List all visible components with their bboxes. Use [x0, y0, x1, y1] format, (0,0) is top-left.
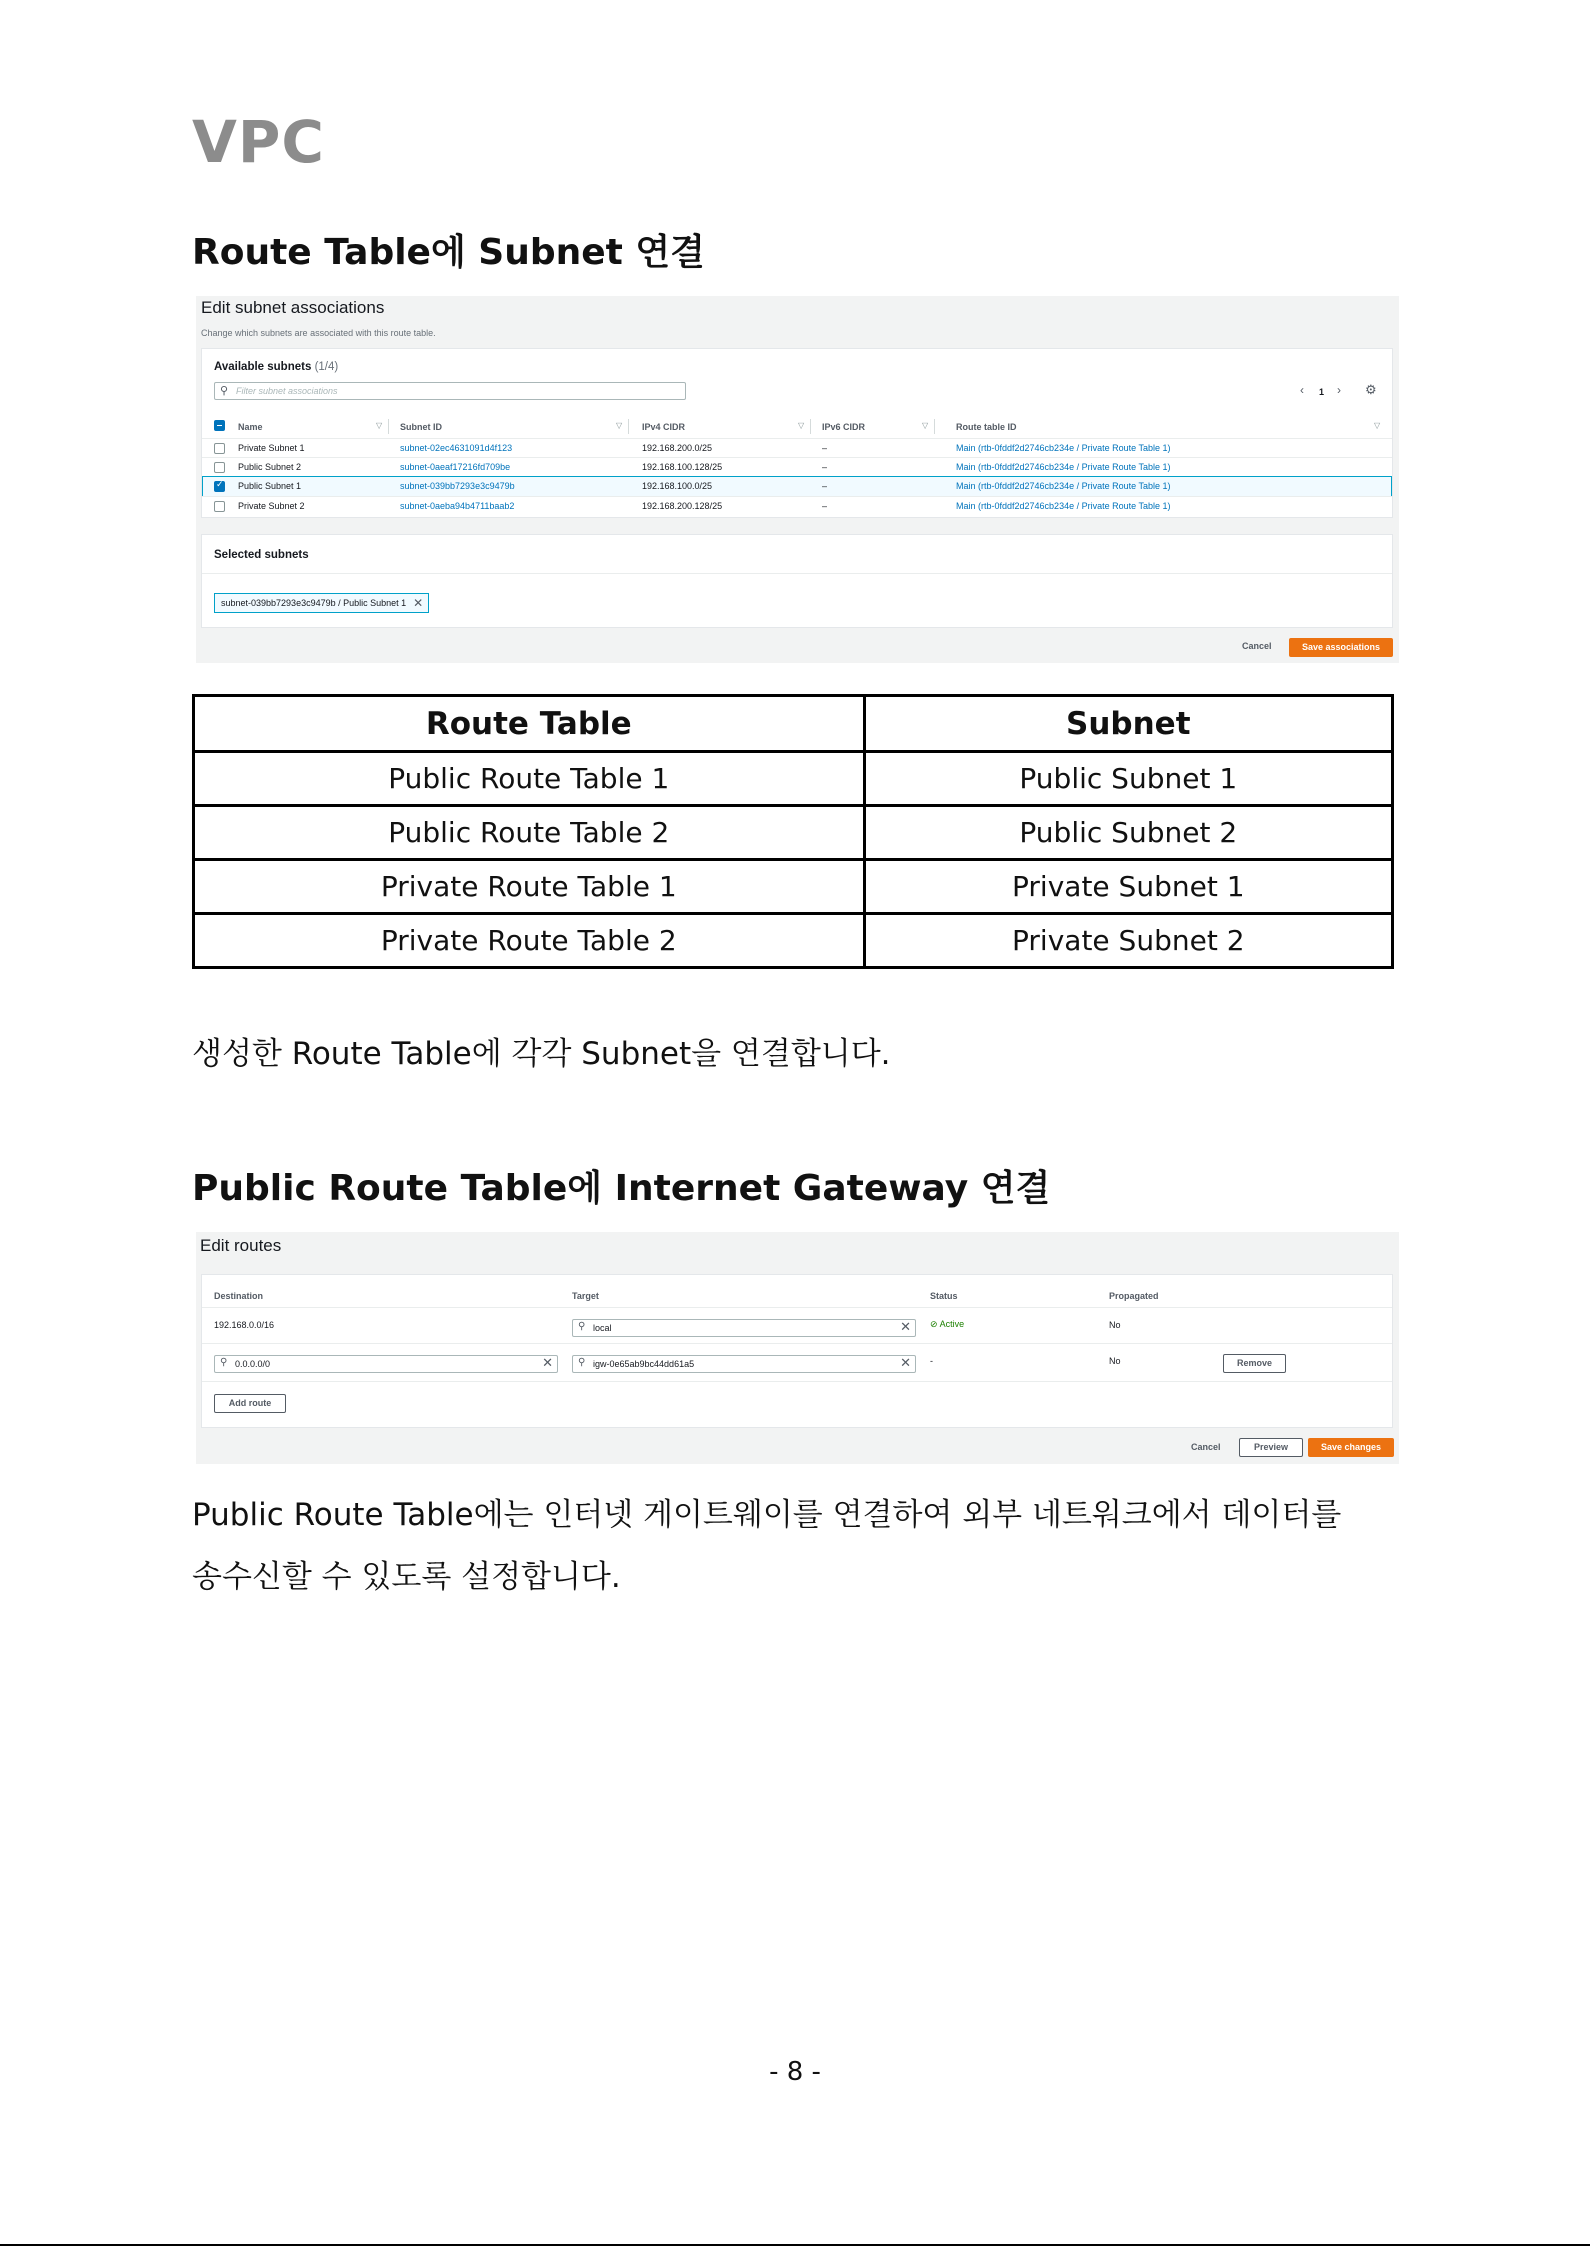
subnet-id-link[interactable]: subnet-0aeaf17216fd709be [400, 462, 511, 472]
search-icon: ⚲ [220, 1357, 228, 1368]
available-subnets-panel [201, 348, 1393, 518]
subnet-id-link[interactable]: subnet-0aeba94b4711baab2 [400, 501, 515, 511]
edit-subnet-associations-screenshot [196, 296, 1399, 663]
page-number: - 8 - [769, 2057, 821, 2087]
table-row-selected[interactable] [202, 476, 1392, 497]
cancel-button[interactable]: Cancel [1191, 1442, 1221, 1452]
col-header-ipv6[interactable]: IPv6 CIDR [822, 422, 866, 432]
preview-button[interactable]: Preview [1239, 1438, 1303, 1457]
table-row[interactable] [202, 496, 1392, 516]
settings-gear-icon[interactable]: ⚙ [1365, 382, 1377, 397]
previous-page-icon[interactable]: ‹ [1300, 383, 1304, 397]
section2-paragraph-line2: 송수신할 수 있도록 설정합니다. [192, 1559, 621, 1595]
remove-token-icon[interactable]: ✕ [413, 596, 424, 610]
selected-subnet-token [214, 593, 429, 613]
subnet-name: Private Subnet 2 [238, 501, 305, 511]
target-value: igw-0e65ab9bc44dd61a5 [593, 1359, 695, 1369]
table-row [194, 806, 1393, 860]
col-header-route-table[interactable]: Route table ID [956, 422, 1017, 432]
cancel-button[interactable]: Cancel [1242, 641, 1272, 651]
filter-placeholder: Filter subnet associations [236, 386, 338, 396]
page-number[interactable]: 1 [1319, 387, 1325, 397]
column-divider [628, 419, 629, 434]
row-checkbox[interactable] [214, 501, 225, 512]
header-route-table: Route Table [194, 696, 865, 752]
sort-icon[interactable]: ▽ [922, 421, 929, 430]
route-table-cell: Private Route Table 1 [194, 860, 865, 914]
divider [202, 1307, 1392, 1308]
routes-panel [201, 1274, 1393, 1428]
route-table-link[interactable]: Main (rtb-0fddf2d2746cb234e / Private Route Table 1) [956, 481, 1171, 491]
col-header-ipv4[interactable]: IPv4 CIDR [642, 422, 686, 432]
row-checkbox[interactable] [214, 462, 225, 473]
target-input[interactable] [572, 1355, 916, 1373]
page-title: VPC [192, 108, 325, 176]
select-all-checkbox[interactable] [214, 420, 225, 431]
remove-route-button[interactable]: Remove [1223, 1354, 1286, 1373]
section2-paragraph-line1: Public Route Table에는 인터넷 게이트웨이를 연결하여 외부 네트워크에서 데이터를 [192, 1497, 1342, 1533]
token-label: subnet-039bb7293e3c9479b / Public Subnet 1 [221, 598, 407, 608]
subnet-id-link[interactable]: subnet-039bb7293e3c9479b [400, 481, 515, 491]
search-icon: ⚲ [578, 1357, 586, 1368]
route-destination: 192.168.0.0/16 [214, 1320, 275, 1330]
sort-icon[interactable]: ▽ [1374, 421, 1381, 430]
section-title-subnet-association: Route Table에 Subnet 연결 [192, 232, 705, 273]
col-header-target: Target [572, 1291, 599, 1301]
col-header-name[interactable]: Name [238, 422, 263, 432]
subnet-name: Private Subnet 1 [238, 443, 305, 453]
sort-icon[interactable]: ▽ [376, 421, 383, 430]
subnet-cell: Public Subnet 1 [864, 752, 1392, 806]
check-circle-icon: ⊘ [930, 1319, 938, 1329]
header-subnet: Subnet [864, 696, 1392, 752]
section1-paragraph: 생성한 Route Table에 각각 Subnet을 연결합니다. [192, 1036, 891, 1072]
table-row [194, 914, 1393, 968]
table-header-row [194, 696, 1393, 752]
target-value: local [593, 1323, 612, 1333]
subnet-cell: Private Subnet 1 [864, 860, 1392, 914]
edit-routes-screenshot [196, 1232, 1399, 1464]
next-page-icon[interactable]: › [1337, 383, 1341, 397]
table-row[interactable] [202, 457, 1392, 477]
ipv4-cidr: 192.168.200.0/25 [642, 443, 713, 453]
ipv6-cidr: – [822, 481, 828, 491]
route-table-cell: Public Route Table 1 [194, 752, 865, 806]
ipv4-cidr: 192.168.100.128/25 [642, 462, 723, 472]
col-header-subnet-id[interactable]: Subnet ID [400, 422, 442, 432]
selected-subnets-heading: Selected subnets [214, 549, 309, 561]
target-input[interactable] [572, 1319, 916, 1337]
subnet-id-link[interactable]: subnet-02ec4631091d4f123 [400, 443, 513, 453]
subnet-name: Public Subnet 2 [238, 462, 302, 472]
ipv6-cidr: – [822, 443, 828, 453]
table-row [194, 860, 1393, 914]
subnet-cell: Public Subnet 2 [864, 806, 1392, 860]
column-divider [934, 419, 935, 434]
search-icon: ⚲ [578, 1321, 586, 1332]
route-table-cell: Private Route Table 2 [194, 914, 865, 968]
route-table-link[interactable]: Main (rtb-0fddf2d2746cb234e / Private Route Table 1) [956, 462, 1171, 472]
clear-icon[interactable]: ✕ [900, 1319, 911, 1334]
destination-value: 0.0.0.0/0 [235, 1359, 271, 1369]
available-subnets-heading: Available subnets (1/4) [214, 361, 339, 373]
divider [202, 1381, 1392, 1382]
sort-icon[interactable]: ▽ [616, 421, 623, 430]
route-table-subnet-mapping [192, 694, 1394, 969]
subnet-cell: Private Subnet 2 [864, 914, 1392, 968]
sort-icon[interactable]: ▽ [798, 421, 805, 430]
subnet-name: Public Subnet 1 [238, 481, 302, 491]
table-row [194, 752, 1393, 806]
screen-description: Change which subnets are associated with this route table. [201, 328, 436, 338]
selected-subnets-panel [201, 534, 1393, 628]
save-associations-button[interactable]: Save associations [1289, 638, 1393, 657]
column-divider [810, 419, 811, 434]
destination-input[interactable] [214, 1355, 558, 1373]
clear-icon[interactable]: ✕ [900, 1355, 911, 1370]
row-checkbox[interactable] [214, 443, 225, 454]
add-route-button[interactable]: Add route [214, 1394, 286, 1413]
section-title-internet-gateway: Public Route Table에 Internet Gateway 연결 [192, 1168, 1051, 1209]
col-header-destination: Destination [214, 1291, 264, 1301]
save-changes-button[interactable]: Save changes [1308, 1438, 1394, 1457]
route-table-cell: Public Route Table 2 [194, 806, 865, 860]
route-table-link[interactable]: Main (rtb-0fddf2d2746cb234e / Private Route Table 1) [956, 443, 1171, 453]
clear-icon[interactable]: ✕ [542, 1355, 553, 1370]
propagated-value: No [1109, 1356, 1121, 1366]
row-checkbox-checked[interactable] [214, 481, 225, 492]
ipv6-cidr: – [822, 462, 828, 472]
col-header-status: Status [930, 1291, 958, 1301]
status-value: - [930, 1356, 933, 1366]
ipv4-cidr: 192.168.100.0/25 [642, 481, 713, 491]
ipv6-cidr: – [822, 501, 828, 511]
screen-title: Edit subnet associations [201, 298, 385, 317]
divider [202, 573, 1392, 574]
screen-title: Edit routes [200, 1236, 282, 1255]
column-divider [388, 419, 389, 434]
route-table-link[interactable]: Main (rtb-0fddf2d2746cb234e / Private Route Table 1) [956, 501, 1171, 511]
search-icon: ⚲ [220, 385, 229, 397]
propagated-value: No [1109, 1320, 1121, 1330]
col-header-propagated: Propagated [1109, 1291, 1159, 1301]
filter-subnets-input[interactable] [214, 382, 686, 400]
table-row[interactable] [202, 438, 1392, 458]
ipv4-cidr: 192.168.200.128/25 [642, 501, 723, 511]
status-badge: ⊘ Active [930, 1319, 965, 1329]
divider [202, 1343, 1392, 1344]
